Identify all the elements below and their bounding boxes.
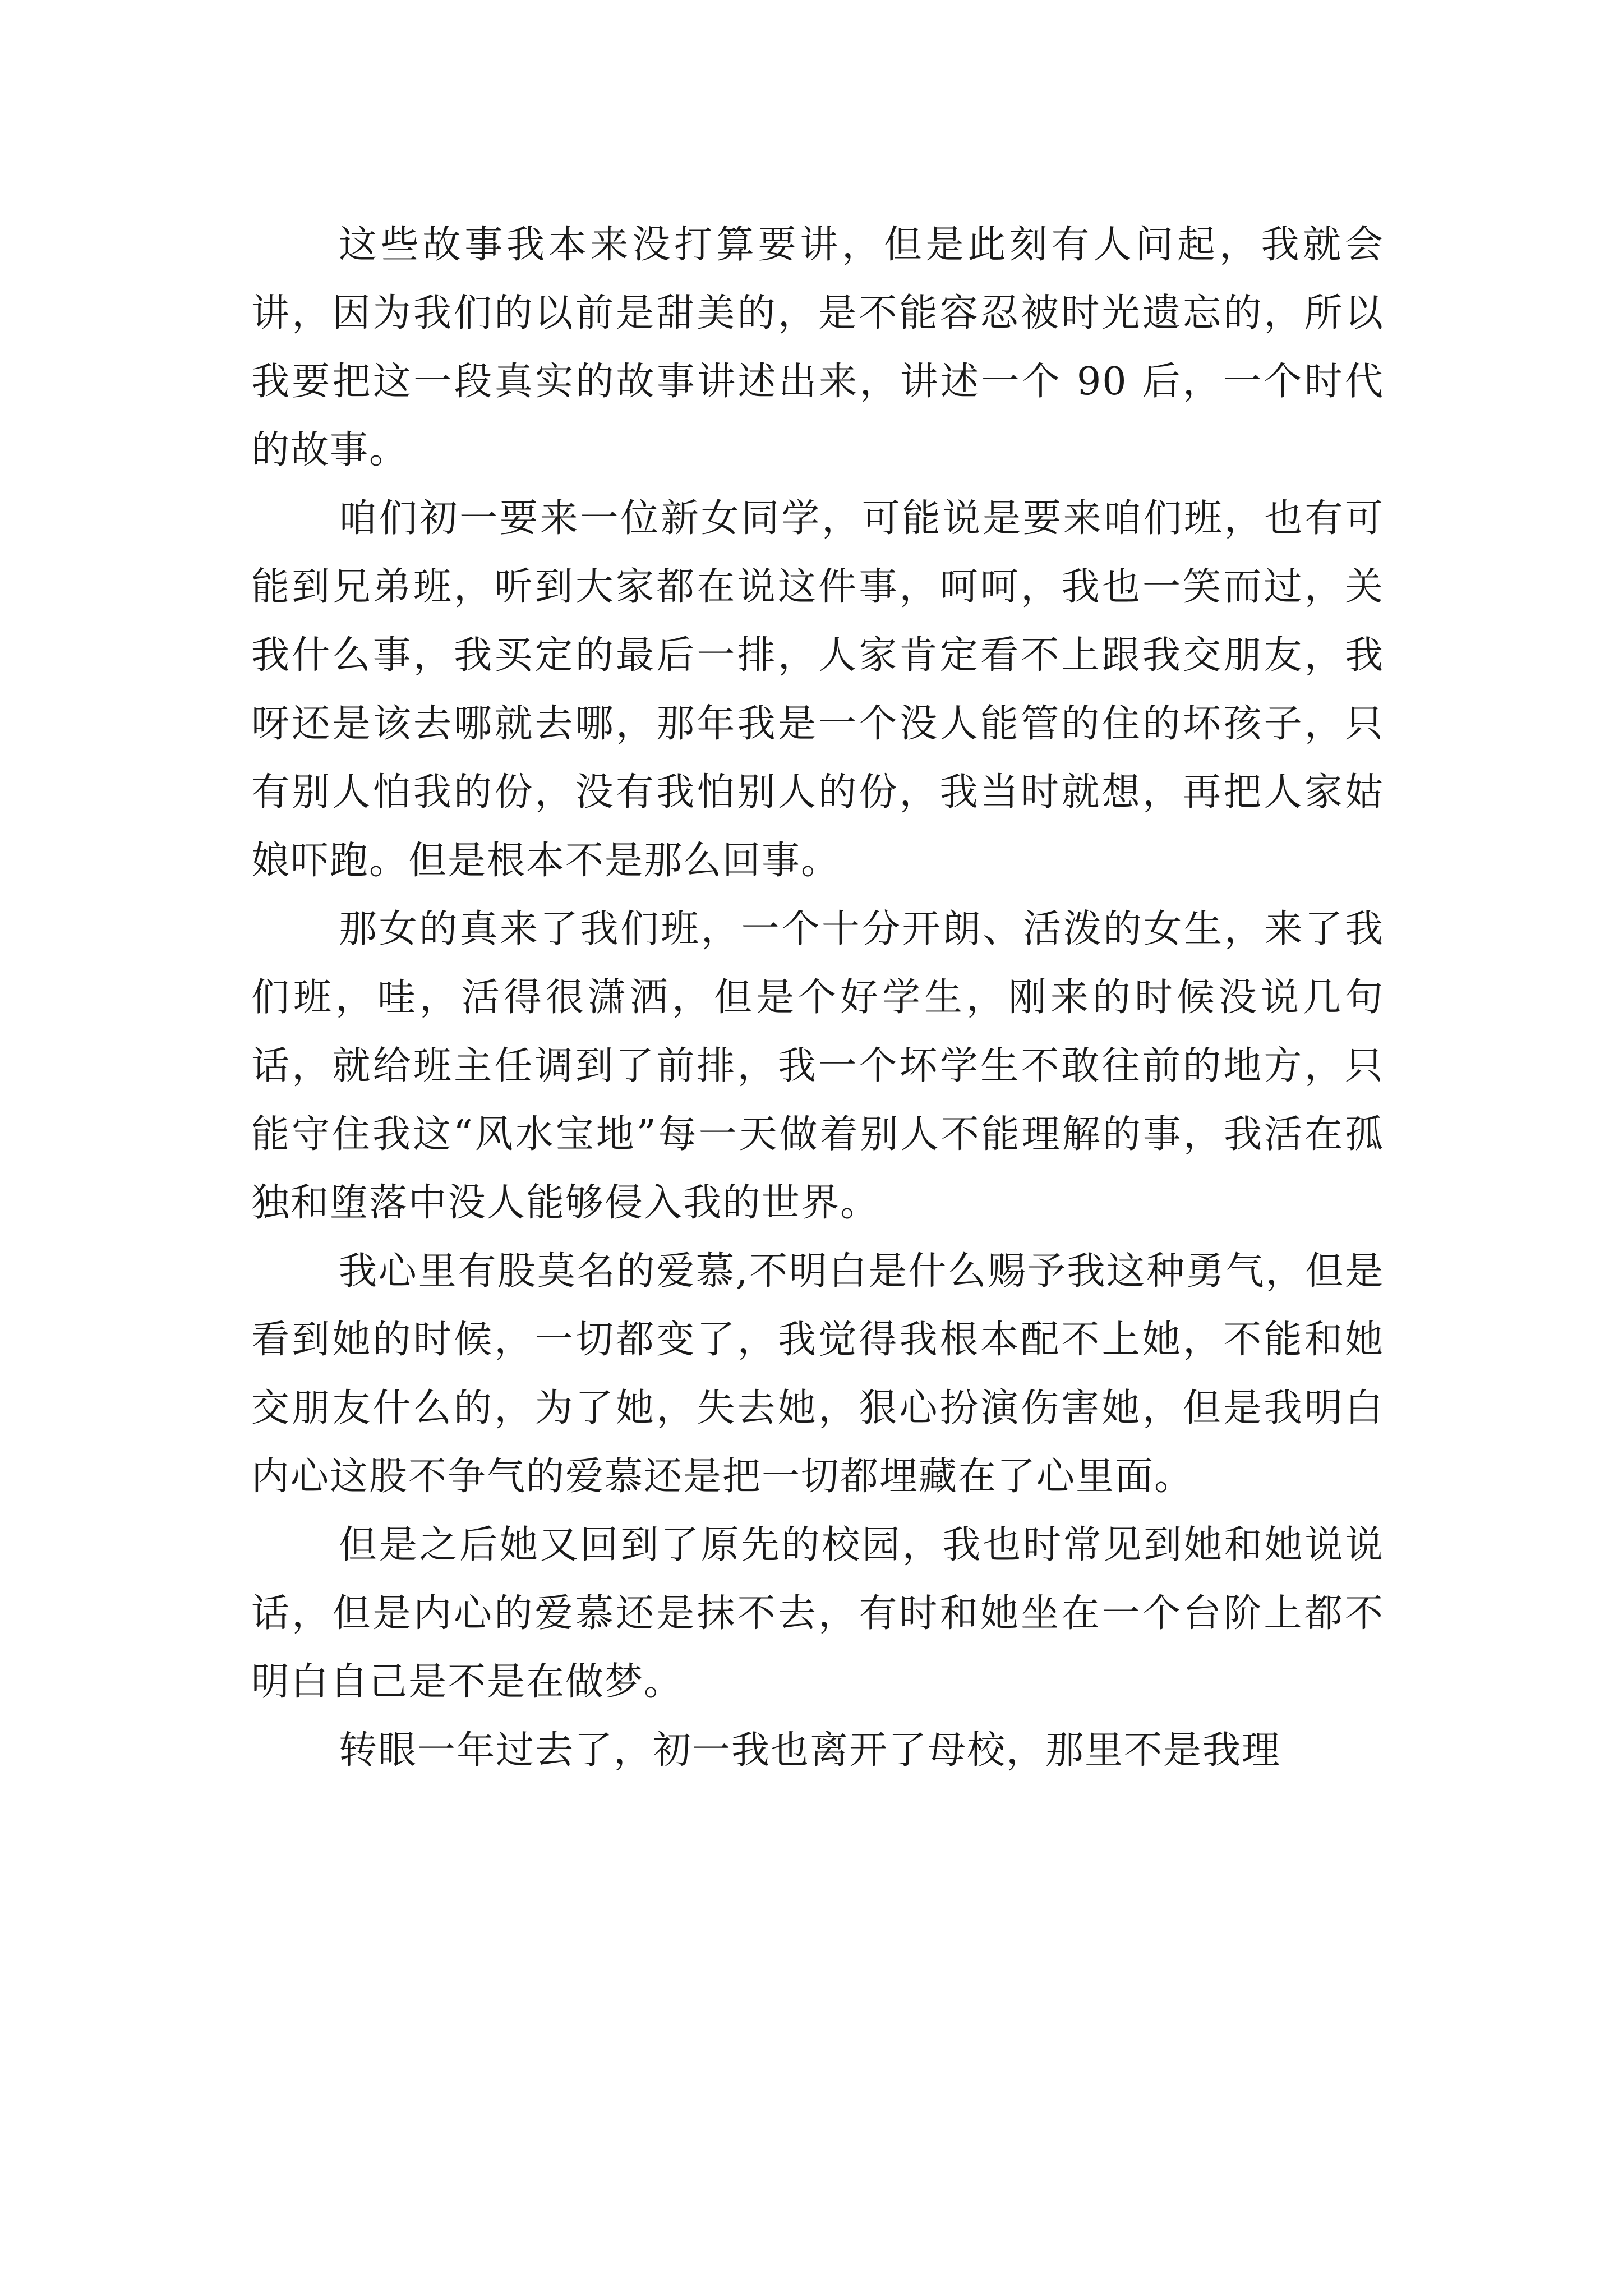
paragraph: 咱们初一要来一位新女同学，可能说是要来咱们班，也有可能到兄弟班，听到大家都在说这件事，呵呵，我也一笑而过，关我什么事，我买定的最后一排，人家肯定看不上跟我交朋友，我呀还是该去哪就去哪，那年我是一个没人能管的住的坏孩子，只有别人怕我的份，没有我怕别人的份，我当时就想，再把人家姑娘吓跑。但是根本不是那么回事。	[251, 496, 1384, 883]
paragraph: 这些故事我本来没打算要讲，但是此刻有人问起，我就会讲，因为我们的以前是甜美的，是不能容忍被时光遗忘的，所以我要把这一段真实的故事讲述出来，讲述一个 90 后，一个时代的故事。	[251, 223, 1384, 472]
paragraph: 转眼一年过去了，初一我也离开了母校，那里不是我理	[339, 1728, 1281, 1773]
paragraph: 但是之后她又回到了原先的校园，我也时常见到她和她说说话，但是内心的爱慕还是抹不去，有时和她坐在一个台阶上都不明白自己是不是在做梦。	[251, 1523, 1384, 1704]
paragraph: 那女的真来了我们班，一个十分开朗、活泼的女生，来了我们班，哇，活得很潇洒，但是个好学生，刚来的时候没说几句话，就给班主任调到了前排，我一个坏学生不敢往前的地方，只能守住我这“风水宝地”每一天做着别人不能理解的事，我活在孤独和堕落中没人能够侵入我的世界。	[251, 907, 1384, 1225]
paragraph: 我心里有股莫名的爱慕,不明白是什么赐予我这种勇气，但是看到她的时候，一切都变了，我觉得我根本配不上她，不能和她交朋友什么的，为了她，失去她，狠心扮演伤害她，但是我明白内心这股不争气的爱慕还是把一切都埋藏在了心里面。	[251, 1249, 1384, 1499]
document-body	[251, 211, 1384, 1785]
